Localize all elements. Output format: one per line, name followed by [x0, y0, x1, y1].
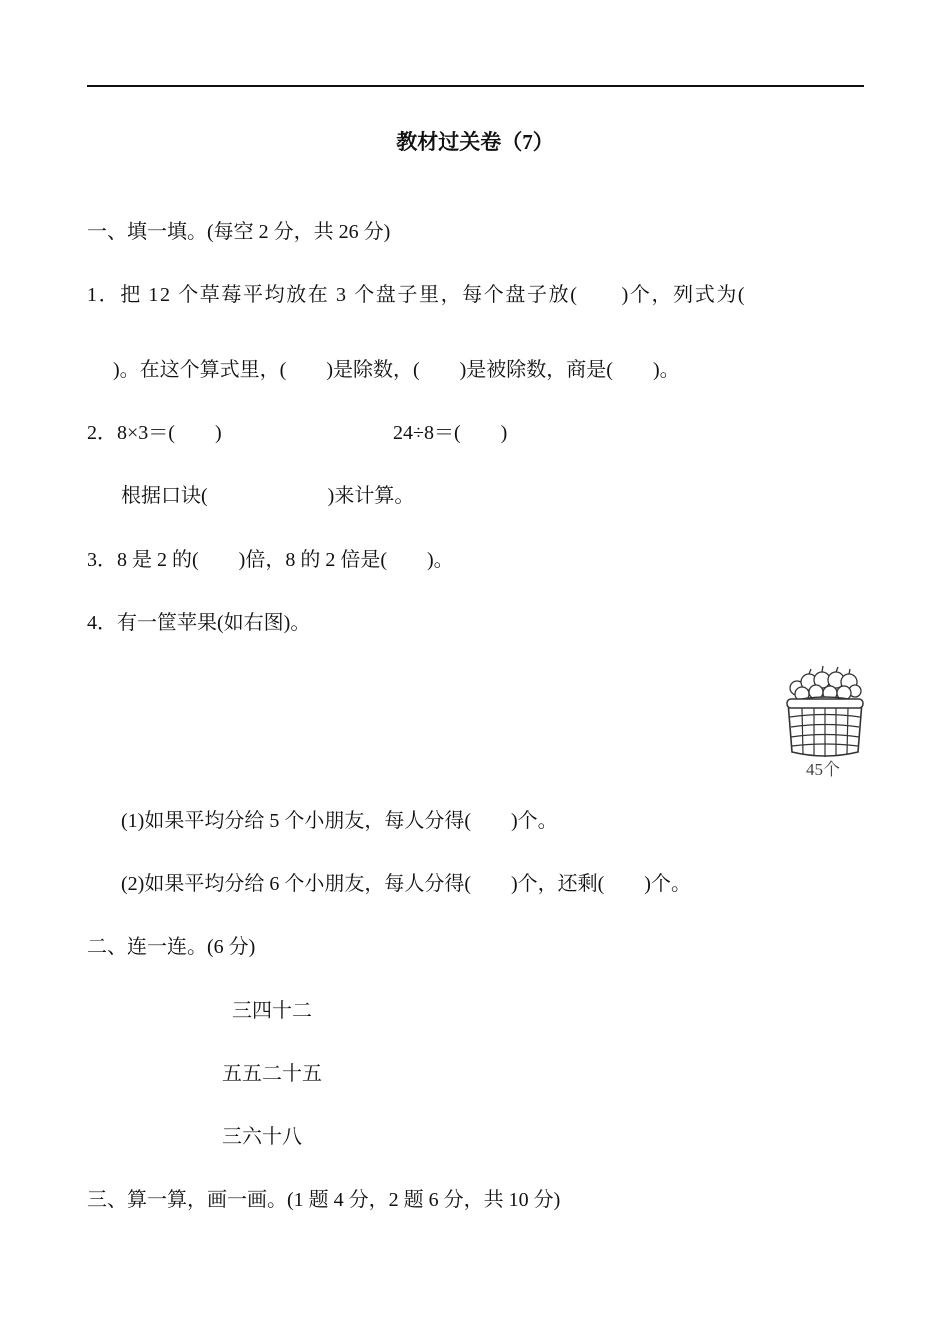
- question-2-division: 24÷8＝( ): [393, 422, 508, 444]
- question-4: 4．有一筐苹果(如右图)。: [87, 612, 311, 634]
- basket-count-label: 45个: [806, 760, 840, 779]
- match-item: 三四十二: [232, 1000, 312, 1022]
- question-3: 3．8 是 2 的( )倍，8 的 2 倍是( )。: [87, 549, 454, 571]
- question-2-multiplication: 2．8×3＝( ): [87, 422, 222, 444]
- apple-basket-figure: [782, 662, 868, 782]
- match-item: 三六十八: [222, 1126, 302, 1148]
- match-item: 五五二十五: [222, 1063, 322, 1085]
- top-rule: [87, 85, 864, 87]
- question-2-rhyme: 根据口诀( )来计算。: [121, 485, 415, 507]
- page-title: 教材过关卷（7）: [396, 130, 554, 154]
- question-1-line-1: 1．把 12 个草莓平均放在 3 个盘子里，每个盘子放( )个，列式为(: [87, 284, 747, 306]
- question-4-part-2: (2)如果平均分给 6 个小朋友，每人分得( )个，还剩( )个。: [121, 873, 691, 895]
- section-3-heading: 三、算一算，画一画。(1 题 4 分，2 题 6 分，共 10 分): [87, 1189, 561, 1211]
- question-4-part-1: (1)如果平均分给 5 个小朋友，每人分得( )个。: [121, 810, 558, 832]
- section-2-heading: 二、连一连。(6 分): [87, 936, 256, 958]
- section-1-heading: 一、填一填。(每空 2 分，共 26 分): [87, 221, 391, 243]
- question-1-line-2: )。在这个算式里，( )是除数，( )是被除数，商是( )。: [113, 359, 680, 381]
